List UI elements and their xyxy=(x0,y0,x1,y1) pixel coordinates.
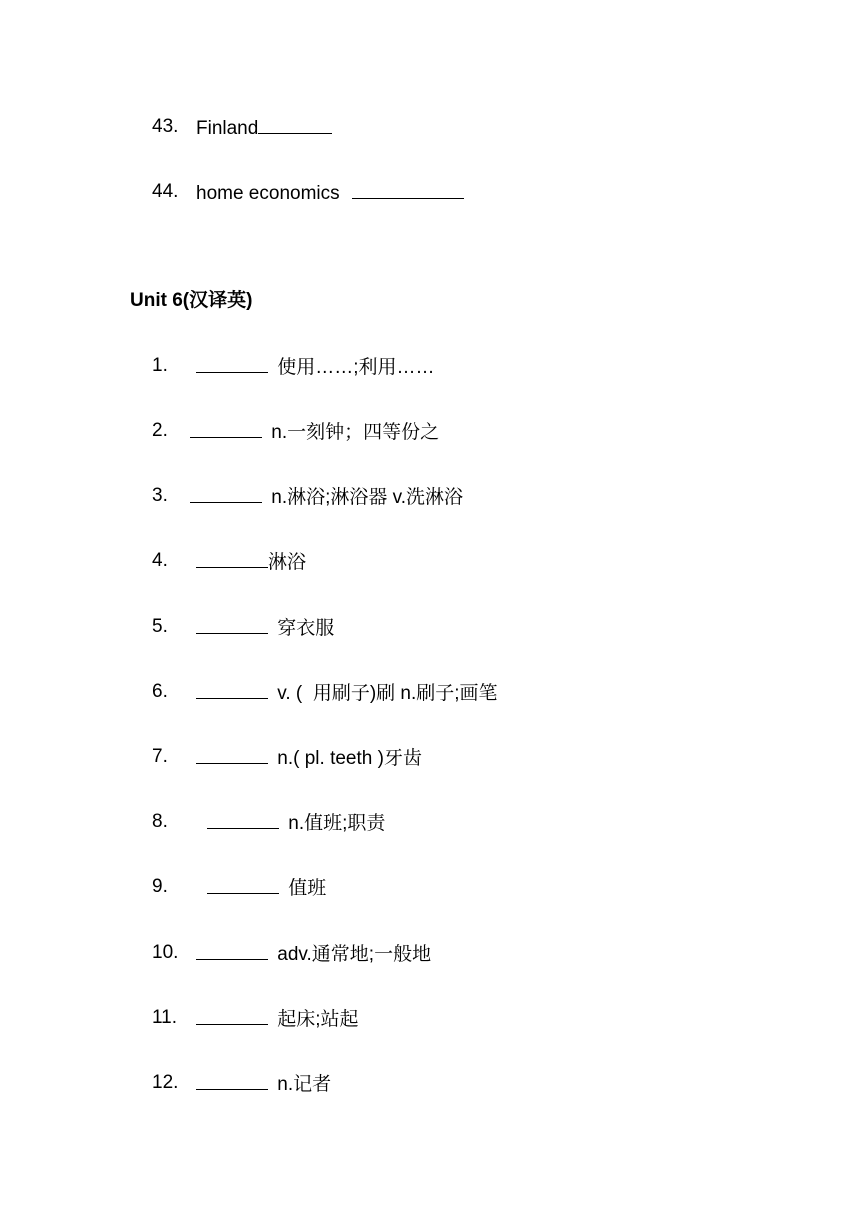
item-number: 6. xyxy=(152,681,168,702)
item-text: n.一刻钟；四等份之 xyxy=(271,422,440,443)
answer-blank[interactable] xyxy=(258,112,332,134)
item-line xyxy=(196,351,435,383)
item-text: 值班 xyxy=(288,878,327,899)
item-text: home economics xyxy=(196,183,340,204)
answer-blank[interactable] xyxy=(196,546,268,568)
item-text: v. ( 用刷子)刷 n.刷子;画笔 xyxy=(277,683,498,704)
item-number: 9. xyxy=(152,876,168,897)
item-number: 1. xyxy=(152,355,168,376)
item-number: 11. xyxy=(152,1007,178,1028)
item-line xyxy=(196,1003,359,1035)
item-text: 穿衣服 xyxy=(277,618,335,639)
item-line xyxy=(196,742,422,774)
item-line xyxy=(190,481,463,513)
item-number: 43. xyxy=(152,116,179,137)
answer-blank[interactable] xyxy=(196,938,268,960)
answer-blank[interactable] xyxy=(196,612,268,634)
item-number: 44. xyxy=(152,181,179,202)
answer-blank[interactable] xyxy=(190,416,262,438)
answer-blank[interactable] xyxy=(196,1003,268,1025)
item-text: adv.通常地;一般地 xyxy=(277,944,432,965)
answer-blank[interactable] xyxy=(196,351,268,373)
item-number: 8. xyxy=(152,811,168,832)
item-text: 起床;站起 xyxy=(277,1009,359,1030)
item-text: n.值班;职责 xyxy=(288,813,386,834)
item-line xyxy=(196,612,334,644)
item-line xyxy=(196,112,332,144)
answer-blank[interactable] xyxy=(196,742,268,764)
item-text: 使用……;利用…… xyxy=(277,357,435,378)
item-line xyxy=(196,177,464,209)
item-line xyxy=(207,872,326,904)
item-number: 4. xyxy=(152,550,168,571)
item-number: 10. xyxy=(152,942,179,963)
item-text: n.( pl. teeth )牙齿 xyxy=(277,748,422,769)
item-text: 淋浴 xyxy=(268,552,307,573)
item-text: n.记者 xyxy=(277,1074,332,1095)
item-line xyxy=(190,416,439,448)
item-line xyxy=(196,1068,331,1100)
item-line xyxy=(196,938,431,970)
answer-blank[interactable] xyxy=(207,807,279,829)
item-line xyxy=(196,546,306,578)
answer-blank[interactable] xyxy=(352,177,464,199)
item-number: 5. xyxy=(152,616,168,637)
answer-blank[interactable] xyxy=(190,481,262,503)
answer-blank[interactable] xyxy=(196,1068,268,1090)
item-number: 12. xyxy=(152,1072,179,1093)
answer-blank[interactable] xyxy=(196,677,268,699)
item-number: 3. xyxy=(152,485,168,506)
section-title: Unit 6(汉译英) xyxy=(130,290,253,311)
item-line xyxy=(207,807,385,839)
answer-blank[interactable] xyxy=(207,872,279,894)
item-text: n.淋浴;淋浴器 v.洗淋浴 xyxy=(271,487,464,508)
item-text: Finland xyxy=(196,118,259,139)
item-number: 7. xyxy=(152,746,168,767)
item-line xyxy=(196,677,498,709)
item-number: 2. xyxy=(152,420,168,441)
